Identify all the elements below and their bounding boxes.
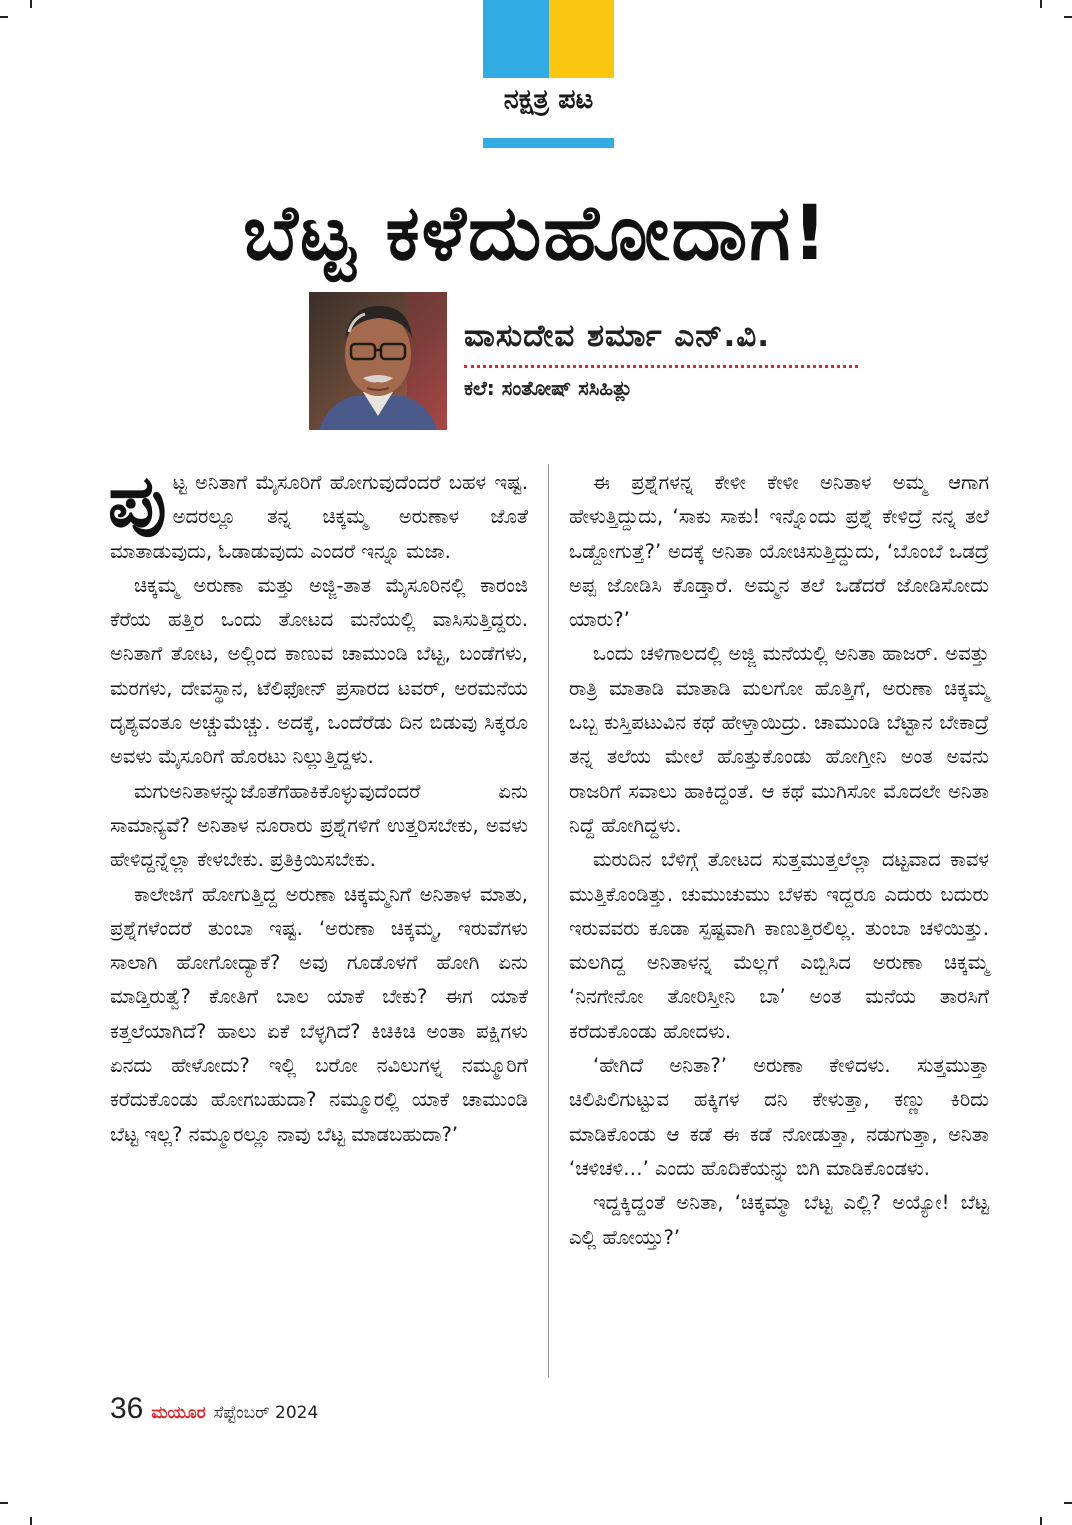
article-paragraph: ಮರುದಿನ ಬೆಳಿಗ್ಗೆ ತೋಟದ ಸುತ್ತಮುತ್ತಲೆಲ್ಲಾ ದಟ್ಟವಾದ ಕಾವಳ ಮುತ್ತಿಕೊಂಡಿತ್ತು. ಚುಮುಚುಮು ಬೆಳಕು ಇದ್ದರೂ ಎದುರು ಬದುರು ಇರುವವರು ಕೂಡಾ ಸ್ಪಷ್ಟವಾಗಿ ಕಾಣುತ್ತಿರಲಿಲ್ಲ. ತುಂಬಾ ಚಳಿಯಿತ್ತು. ಮಲಗಿದ್ದ ಅನಿತಾಳನ್ನ ಮೆಲ್ಲಗೆ ಎಬ್ಬಿಸಿದ ಅರುಣಾ ಚಿಕ್ಕಮ್ಮ ‘ನಿನಗೇನೋ ತೋರಿಸ್ತೀನಿ ಬಾ’ ಅಂತ ಮನೆಯ ತಾರಸಿಗೆ ಕರೆದುಕೊಂಡು ಹೋದಳು. — [569, 848, 989, 1043]
section-tag — [483, 0, 614, 148]
crop-mark — [1040, 1517, 1042, 1525]
drop-cap: ಪು — [108, 459, 167, 543]
crop-mark — [0, 1502, 8, 1504]
crop-mark — [30, 0, 32, 8]
illustrator-credit: ಕಲೆ: ಸಂತೋಷ್ ಸಸಿಹಿತ್ಲು — [464, 376, 633, 400]
article-paragraph: ಈ ಪ್ರಶ್ನೆಗಳನ್ನ ಕೇಳೀ ಕೇಳೀ ಅನಿತಾಳ ಅಮ್ಮ ಆಗಾಗ ಹೇಳುತ್ತಿದ್ದುದು, ‘ಸಾಕು ಸಾಕು! ಇನ್ನೊಂದು ಪ್ರಶ್ನೆ ಕೇಳಿದ್ರೆ ನನ್ನ ತಲೆ ಒಡ್ದೋಗುತ್ತೆ?’ ಅದಕ್ಕೆ ಅನಿತಾ ಯೋಚಿಸುತ್ತಿದ್ದುದು, ‘ಬೊಂಬೆ ಒಡದ್ರೆ ಅಪ್ಪ ಜೋಡಿಸಿ ಕೊಡ್ತಾರೆ. ಅಮ್ಮನ ತಲೆ ಒಡೆದರೆ ಜೋಡಿಸೋದು ಯಾರು?’ — [569, 471, 989, 632]
column-divider — [548, 464, 549, 1378]
headline: ಬೆಟ್ಟ ಕಳೆದುಹೋದಾಗ! — [242, 188, 830, 277]
author-name: ವಾಸುದೇವ ಶರ್ಮಾ ಎನ್.ವಿ. — [464, 318, 771, 354]
article-paragraph: ಮಗುಅನಿತಾಳನ್ನುಜೊತೆಗೆಹಾಕಿಕೊಳ್ಳುವುದೆಂದರೆ ಏನು ಸಾಮಾನ್ಯವೆ? ಅನಿತಾಳ ನೂರಾರು ಪ್ರಶ್ನೆಗಳಿಗೆ ಉತ್ತರಿಸಬೇಕು, ಅವಳು ಹೇಳಿದ್ದನ್ನೆಲ್ಲಾ ಕೇಳಬೇಕು. ಪ್ರತಿಕ್ರಿಯಿಸಬೇಕು. — [110, 779, 528, 872]
crop-mark — [0, 16, 8, 18]
page-number: 36 — [110, 1392, 144, 1425]
article-paragraph: ಇದ್ದಕ್ಕಿದ್ದಂತೆ ಅನಿತಾ, ‘ಚಿಕ್ಕಮ್ಮಾ ಬೆಟ್ಟ ಎಲ್ಲಿ? ಅಯ್ಯೋ! ಬೆಟ್ಟ ಎಲ್ಲಿ ಹೋಯ್ತು?’ — [569, 1191, 989, 1249]
section-tag-label: ನಕ್ಷತ್ರ ಪಟ — [503, 84, 594, 115]
article-paragraph: ಪುಟ್ಟ ಅನಿತಾಗೆ ಮೈಸೂರಿಗೆ ಹೋಗುವುದೆಂದರೆ ಬಹಳ ಇಷ್ಟ. ಅದರಲ್ಲೂ ತನ್ನ ಚಿಕ್ಕಮ್ಮ ಅರುಣಾಳ ಜೊತೆ ಮಾತಾಡುವುದು, ಓಡಾಡುವುದು ಎಂದರೆ ಇನ್ನೂ ಮಜಾ. — [108, 459, 528, 563]
crop-mark — [1064, 1502, 1072, 1504]
article-paragraph: ಒಂದು ಚಳಿಗಾಲದಲ್ಲಿ ಅಜ್ಜಿ ಮನೆಯಲ್ಲಿ ಅನಿತಾ ಹಾಜರ್. ಅವತ್ತು ರಾತ್ರಿ ಮಾತಾಡಿ ಮಾತಾಡಿ ಮಲಗೋ ಹೊತ್ತಿಗೆ, ಅರುಣಾ ಚಿಕ್ಕಮ್ಮ ಒಬ್ಬ ಕುಸ್ತಿಪಟುವಿನ ಕಥೆ ಹೇಳ್ತಾಯಿದ್ರು. ಚಾಮುಂಡಿ ಬೆಟ್ಟಾನ ಬೇಕಾದ್ರೆ ತನ್ನ ತಲೆಯ ಮೇಲೆ ಹೊತ್ತುಕೊಂಡು ಹೋಗ್ತೀನಿ ಅಂತ ಅವನು ರಾಜರಿಗೆ ಸವಾಲು ಹಾಕಿದ್ದಂತೆ. ಆ ಕಥೆ ಮುಗಿಸೋ ಮೊದಲೇ ಅನಿತಾ ನಿದ್ದೆ ಹೋಗಿದ್ದಳು. — [569, 642, 989, 837]
tag-underline — [483, 138, 614, 148]
article-paragraph: ‘ಹೇಗಿದೆ ಅನಿತಾ?’ ಅರುಣಾ ಕೇಳಿದಳು. ಸುತ್ತಮುತ್ತಾ ಚಿಲಿಪಿಲಿಗುಟ್ಟುವ ಹಕ್ಕಿಗಳ ದನಿ ಕೇಳುತ್ತಾ, ಕಣ್ಣು ಕಿರಿದು ಮಾಡಿಕೊಂಡು ಆ ಕಡೆ ಈ ಕಡೆ ನೋಡುತ್ತಾ, ನಡುಗುತ್ತಾ, ಅನಿತಾ ‘ಚಳಿಚಳಿ…’ ಎಂದು ಹೊದಿಕೆಯನ್ನು ಬಿಗಿ ಮಾಡಿಕೊಂಡಳು. — [569, 1054, 989, 1180]
article-paragraph: ಚಿಕ್ಕಮ್ಮ ಅರುಣಾ ಮತ್ತು ಅಜ್ಜಿ-ತಾತ ಮೈಸೂರಿನಲ್ಲಿ ಕಾರಂಜಿ ಕೆರೆಯ ಹತ್ತಿರ ಒಂದು ತೋಟದ ಮನೆಯಲ್ಲಿ ವಾಸಿಸುತ್ತಿದ್ದರು. ಅನಿತಾಗೆ ತೋಟ, ಅಲ್ಲಿಂದ ಕಾಣುವ ಚಾಮುಂಡಿ ಬೆಟ್ಟ, ಬಂಡೆಗಳು, ಮರಗಳು, ದೇವಸ್ಥಾನ, ಟೆಲಿಫೋನ್ ಪ್ರಸಾರದ ಟವರ್, ಅರಮನೆಯ ದೃಶ್ಯವಂತೂ ಅಚ್ಚುಮೆಚ್ಚು. ಅದಕ್ಕೆ, ಒಂದೆರೆಡು ದಿನ ಬಿಡುವು ಸಿಕ್ಕರೂ ಅವಳು ಮೈಸೂರಿಗೆ ಹೊರಟು ನಿಲ್ಲುತ್ತಿದ್ದಳು. — [110, 573, 528, 769]
crop-mark — [1040, 0, 1042, 8]
tag-yellow-block — [549, 0, 614, 78]
page-footer — [110, 1392, 318, 1426]
issue-date: ಸೆಪ್ಟೆಂಬರ್ 2024 — [213, 1403, 319, 1423]
article-column-right — [569, 466, 989, 1255]
tag-blue-block — [483, 0, 549, 78]
crop-mark — [30, 1517, 32, 1525]
byline-dotted-rule — [464, 365, 858, 368]
article-paragraph: ಕಾಲೇಜಿಗೆ ಹೋಗುತ್ತಿದ್ದ ಅರುಣಾ ಚಿಕ್ಕಮ್ಮನಿಗೆ ಅನಿತಾಳ ಮಾತು, ಪ್ರಶ್ನೆಗಳೆಂದರೆ ತುಂಬಾ ಇಷ್ಟ. ‘ಅರುಣಾ ಚಿಕ್ಕಮ್ಮ, ಇರುವೆಗಳು ಸಾಲಾಗಿ ಹೋಗೋದ್ಯಾಕೆ? ಅವು ಗೂಡೊಳಗೆ ಹೋಗಿ ಏನು ಮಾಡ್ತಿರುತ್ವೆ? ಕೋತಿಗೆ ಬಾಲ ಯಾಕೆ ಬೇಕು? ಈಗ ಯಾಕೆ ಕತ್ತಲೆಯಾಗಿದೆ? ಹಾಲು ಏಕೆ ಬೆಳ್ಳಗಿದೆ? ಕಿಚಿಕಿಚಿ ಅಂತಾ ಪಕ್ಷಿಗಳು ಏನದು ಹೇಳೋದು? ಇಲ್ಲಿ ಬರೋ ನವಿಲುಗಳ್ನ ನಮ್ಮೂರಿಗೆ ಕರೆದುಕೊಂಡು ಹೋಗಬಹುದಾ? ನಮ್ಮೂರಲ್ಲಿ ಯಾಕೆ ಚಾಮುಂಡಿ ಬೆಟ್ಟ ಇಲ್ಲ? ನಮ್ಮೂರಲ್ಲೂ ನಾವು ಬೆಟ್ಟ ಮಾಡಬಹುದಾ?’ — [110, 882, 528, 1146]
author-photo — [309, 292, 447, 430]
crop-mark — [1064, 16, 1072, 18]
author-portrait-illustration — [309, 292, 447, 430]
article-column-left — [108, 459, 528, 1152]
magazine-name: ಮಯೂರ — [151, 1403, 206, 1423]
